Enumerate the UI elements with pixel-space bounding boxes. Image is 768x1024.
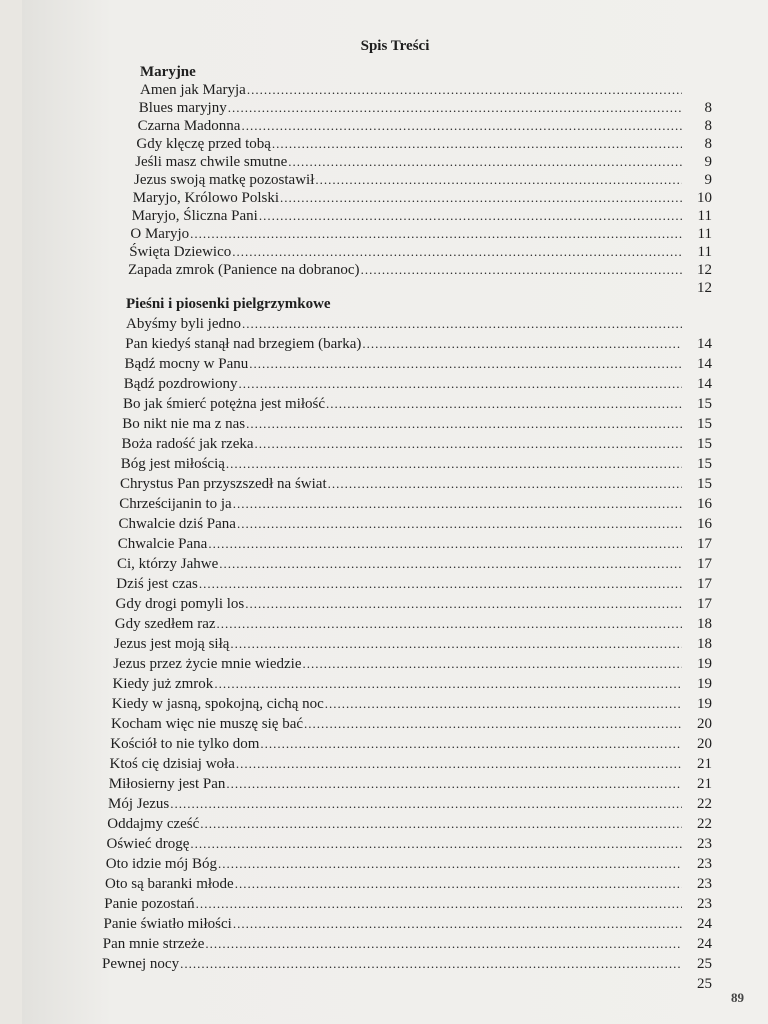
toc-entry-page: 11 xyxy=(697,244,712,260)
toc-entry xyxy=(113,676,713,696)
toc-entry xyxy=(116,596,713,616)
toc-entry-page: 22 xyxy=(697,816,712,832)
toc-entry xyxy=(119,496,712,516)
book-page xyxy=(22,0,768,1024)
toc-entry-title: Chrystus Pan przyszszedł na świat xyxy=(120,476,327,492)
toc-entry-page: 20 xyxy=(697,736,712,752)
toc-entry xyxy=(134,172,712,192)
toc-entry xyxy=(104,896,712,916)
toc-entry-title: Bo nikt nie ma z nas xyxy=(122,416,246,432)
toc-entry xyxy=(107,836,713,856)
toc-entry-title: Bóg jest miłością xyxy=(120,456,225,472)
dot-leader xyxy=(205,936,682,952)
toc-entry-page: 15 xyxy=(697,476,712,492)
page-title: Spis Treści xyxy=(360,38,430,54)
toc-entry xyxy=(104,916,713,936)
dot-leader xyxy=(315,172,682,188)
toc-entry xyxy=(117,556,712,576)
toc-entry-page: 17 xyxy=(697,596,712,612)
toc-entry-title: Bo jak śmierć potężna jest miłość xyxy=(123,396,326,412)
toc-entry-page: 8 xyxy=(704,136,712,152)
toc-entry-page: 14 xyxy=(697,336,712,352)
toc-entry-title: Kocham więc nie muszę się bać xyxy=(111,716,304,732)
toc-entry xyxy=(122,436,713,456)
dot-leader xyxy=(362,336,682,352)
dot-leader xyxy=(233,496,682,512)
dot-leader xyxy=(200,816,682,832)
dot-leader xyxy=(228,100,682,116)
toc-entry-title: Oświeć drogę xyxy=(106,836,190,852)
section-heading: Pieśni i piosenki pielgrzymkowe xyxy=(126,296,331,312)
toc-entry-page: 16 xyxy=(697,496,712,512)
toc-entry xyxy=(103,936,712,956)
dot-leader xyxy=(208,536,682,552)
toc-entry-page: 12 xyxy=(696,280,712,296)
dot-leader xyxy=(217,616,682,632)
toc-entry-page: 25 xyxy=(697,956,712,972)
toc-entry-page: 11 xyxy=(697,226,712,242)
toc-entry-title: Jezus jest moją siłą xyxy=(114,636,230,652)
toc-entry xyxy=(136,136,712,156)
toc-entry-page: 24 xyxy=(697,916,712,932)
toc-entry xyxy=(101,976,712,996)
toc-entry-page: 14 xyxy=(697,356,712,372)
toc-entry-title: Boża radość jak rzeka xyxy=(121,436,254,452)
dot-leader xyxy=(280,190,682,206)
dot-leader xyxy=(249,356,682,372)
toc-entry-title: Maryjo, Śliczna Pani xyxy=(131,208,258,224)
toc-entry-title: Dziś jest czas xyxy=(116,576,198,592)
toc-entry-title: Mój Jezus xyxy=(108,796,170,812)
toc-entry-title: Chrześcijanin to ja xyxy=(119,496,232,512)
toc-entry-page: 17 xyxy=(697,576,712,592)
toc-entry-page: 17 xyxy=(697,536,712,552)
toc-entry-title: Jeśli masz chwile smutne xyxy=(135,154,288,170)
dot-leader xyxy=(328,476,682,492)
toc-entry xyxy=(112,696,712,716)
dot-leader xyxy=(304,716,682,732)
toc-entry-page: 11 xyxy=(697,208,712,224)
dot-leader xyxy=(237,516,682,532)
toc-entry-page: 16 xyxy=(697,516,712,532)
toc-entry-title: Kościół to nie tylko dom xyxy=(110,736,260,752)
toc-entry xyxy=(125,336,712,356)
toc-entry-page: 8 xyxy=(704,100,712,116)
toc-entry xyxy=(106,856,712,876)
toc-entry-title: Święta Dziewico xyxy=(129,244,232,260)
dot-leader xyxy=(246,416,682,432)
toc-entry-title: Jezus swoją matkę pozostawił xyxy=(134,172,315,188)
toc-entry-title: Gdy klęczę przed tobą xyxy=(136,136,271,152)
dot-leader xyxy=(190,836,682,852)
toc-entry xyxy=(128,262,712,282)
toc-entry xyxy=(135,154,712,174)
dot-leader xyxy=(238,376,682,392)
toc-entry xyxy=(138,118,712,138)
toc-entry-title: Panie pozostań xyxy=(104,896,195,912)
toc-entry xyxy=(109,776,712,796)
toc-entry-title: Bądź pozdrowiony xyxy=(123,376,238,392)
toc-entry xyxy=(122,416,712,436)
toc-entry-page: 19 xyxy=(697,676,712,692)
dot-leader xyxy=(230,636,682,652)
toc-entry-title: Gdy szedłem raz xyxy=(114,616,216,632)
dot-leader xyxy=(245,596,682,612)
toc-entry xyxy=(115,616,712,636)
dot-leader xyxy=(233,916,682,932)
toc-entry xyxy=(107,816,712,836)
toc-entry xyxy=(102,956,712,976)
toc-entry xyxy=(120,476,712,496)
dot-leader xyxy=(235,876,682,892)
toc-entry xyxy=(129,244,712,264)
toc-entry xyxy=(105,876,712,896)
toc-entry-title: Kiedy już zmrok xyxy=(112,676,214,692)
toc-entry xyxy=(130,226,712,246)
toc-entry-title: Zapada zmrok (Panience na dobranoc) xyxy=(128,262,360,278)
toc-entry xyxy=(126,316,712,336)
toc-entry xyxy=(132,208,712,228)
toc-entry-page: 15 xyxy=(697,456,712,472)
dot-leader xyxy=(170,796,682,812)
toc-entry xyxy=(110,736,712,756)
toc-entry-page: 23 xyxy=(697,856,712,872)
toc-entry-page: 15 xyxy=(697,416,712,432)
toc-entry xyxy=(133,190,712,210)
toc-entry-page: 15 xyxy=(697,436,712,452)
toc-entry xyxy=(114,636,712,656)
toc-entry-title: Maryjo, Królowo Polski xyxy=(132,190,280,206)
toc-entry xyxy=(140,82,712,102)
toc-entry-title: Bądź mocny w Panu xyxy=(124,356,249,372)
dot-leader xyxy=(241,118,682,134)
dot-leader xyxy=(199,576,682,592)
toc-entry-title: Oto idzie mój Bóg xyxy=(105,856,217,872)
toc-entry-title: Ktoś cię dzisiaj woła xyxy=(109,756,235,772)
toc-entry xyxy=(123,396,712,416)
dot-leader xyxy=(196,896,682,912)
toc-entry-page: 20 xyxy=(697,716,712,732)
toc-entry-title: Blues maryjny xyxy=(138,100,227,116)
dot-leader xyxy=(232,244,682,260)
toc-entry-title: Abyśmy byli jedno xyxy=(126,316,241,332)
dot-leader xyxy=(226,456,682,472)
toc-entry-page: 15 xyxy=(697,396,712,412)
toc-entry xyxy=(113,656,712,676)
toc-entry-title: Czarna Madonna xyxy=(137,118,241,134)
toc-entry xyxy=(119,516,713,536)
dot-leader xyxy=(302,656,682,672)
toc-entry xyxy=(124,376,712,396)
section-heading: Maryjne xyxy=(140,64,196,80)
toc-entry xyxy=(121,456,712,476)
dot-leader xyxy=(361,262,682,278)
toc-entry-title: Ci, którzy Jahwe xyxy=(117,556,219,572)
toc-entry-page: 14 xyxy=(697,376,712,392)
toc-entry-page: 23 xyxy=(697,896,712,912)
toc-entry xyxy=(111,716,712,736)
toc-entry-page: 17 xyxy=(697,556,712,572)
dot-leader xyxy=(247,82,682,98)
dot-leader xyxy=(259,208,682,224)
toc-entry-title: Gdy drogi pomyli los xyxy=(115,596,245,612)
dot-leader xyxy=(180,956,682,972)
toc-entry xyxy=(110,756,713,776)
toc-entry-title: Panie światło miłości xyxy=(103,916,232,932)
toc-entry-title: Chwalcie dziś Pana xyxy=(118,516,236,532)
dot-leader xyxy=(236,756,682,772)
toc-entry-page: 21 xyxy=(697,756,712,772)
toc-entry-title: Kiedy w jasną, spokojną, cichą noc xyxy=(111,696,324,712)
toc-entry-page: 23 xyxy=(697,836,712,852)
dot-leader xyxy=(260,736,682,752)
toc-entry xyxy=(125,356,713,376)
toc-entry-page: 9 xyxy=(704,154,712,170)
page-number: 89 xyxy=(731,990,744,1005)
toc-entry-page: 21 xyxy=(697,776,712,792)
toc-entry-page: 9 xyxy=(704,172,712,188)
toc-entry-title: Oto są baranki młode xyxy=(105,876,234,892)
toc-entry-title: Miłosierny jest Pan xyxy=(108,776,226,792)
dot-leader xyxy=(242,316,682,332)
toc-entry-page: 18 xyxy=(697,616,712,632)
toc-entry-title: Pan mnie strzeże xyxy=(102,936,205,952)
dot-leader xyxy=(219,556,682,572)
dot-leader xyxy=(272,136,682,152)
dot-leader xyxy=(226,776,682,792)
toc-entry-page: 25 xyxy=(697,976,712,992)
dot-leader xyxy=(288,154,682,170)
toc-entry-title: O Maryjo xyxy=(130,226,190,242)
dot-leader xyxy=(218,856,682,872)
toc-entry-page: 10 xyxy=(696,190,712,206)
dot-leader xyxy=(325,696,682,712)
toc-entry xyxy=(118,536,712,556)
toc-entry-page: 19 xyxy=(697,696,712,712)
toc-entry-title: Oddajmy cześć xyxy=(107,816,200,832)
toc-entry-title: Chwalcie Pana xyxy=(117,536,208,552)
toc-entry-page: 24 xyxy=(697,936,712,952)
toc-entry-title: Pan kiedyś stanął nad brzegiem (barka) xyxy=(125,336,362,352)
toc-entry-title: Pewnej nocy xyxy=(102,956,180,972)
dot-leader xyxy=(326,396,682,412)
toc-entry-page: 19 xyxy=(697,656,712,672)
dot-leader xyxy=(214,676,682,692)
dot-leader xyxy=(190,226,682,242)
toc-entry xyxy=(108,796,712,816)
toc-entry-page: 22 xyxy=(697,796,712,812)
toc-entry xyxy=(139,100,712,120)
toc-entry-page: 18 xyxy=(697,636,712,652)
toc-entry-page: 12 xyxy=(697,262,712,278)
toc-entry-title: Amen jak Maryja xyxy=(140,82,246,98)
dot-leader xyxy=(255,436,682,452)
toc-entry-page: 8 xyxy=(704,118,712,134)
toc-entry-title: Jezus przez życie mnie wiedzie xyxy=(113,656,302,672)
toc-entry xyxy=(116,576,712,596)
toc-entry-page: 23 xyxy=(697,876,712,892)
